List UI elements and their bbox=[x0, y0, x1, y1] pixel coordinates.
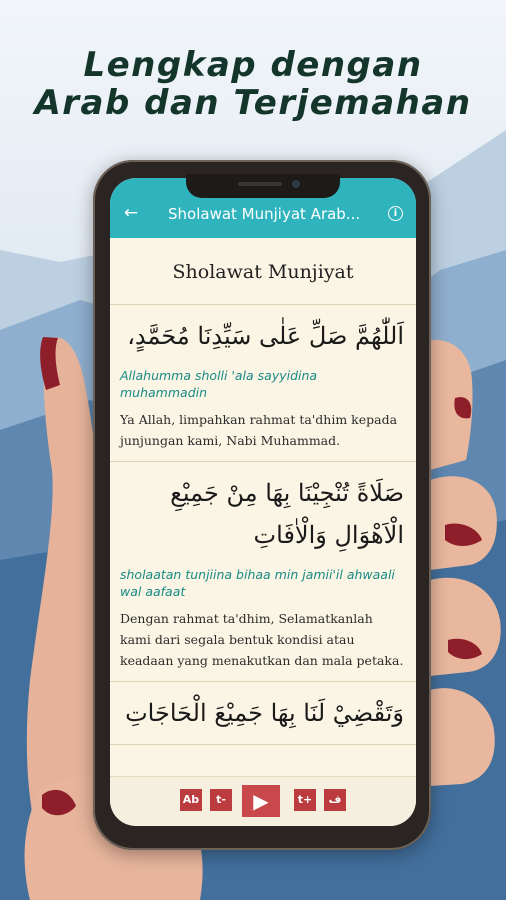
verse-arabic: صَلَاةً تُنْجِيْنَا بِهَا مِنْ جَمِيْعِ الْاَهْوَالِ وَالْاٰفَاتِ bbox=[170, 479, 404, 549]
verse-arabic: وَتَقْضِيْ لَنَا بِهَا جَمِيْعَ الْحَاجَاتِ bbox=[125, 699, 404, 727]
text-bigger-button[interactable]: t+ bbox=[294, 789, 316, 811]
bottom-toolbar bbox=[110, 776, 416, 826]
app-title: Sholawat Munjiyat Arab... bbox=[168, 205, 361, 223]
back-arrow-icon[interactable]: ← bbox=[123, 203, 139, 223]
phone-screen bbox=[110, 178, 416, 826]
info-icon[interactable]: i bbox=[388, 206, 403, 221]
play-button[interactable]: ▶ bbox=[242, 785, 280, 817]
front-camera bbox=[292, 180, 300, 188]
verse-list[interactable] bbox=[110, 238, 416, 776]
verse-item[interactable] bbox=[110, 682, 416, 745]
arabic-toggle-button[interactable]: ف bbox=[324, 789, 346, 811]
page-title: Sholawat Munjiyat bbox=[110, 238, 416, 305]
verse-item[interactable] bbox=[110, 305, 416, 462]
verse-arabic: اَللّٰهُمَّ صَلِّ عَلٰى سَيِّدِنَا مُحَمَّدٍ، bbox=[127, 322, 404, 350]
headline-line-2: Arab dan Terjemahan bbox=[34, 83, 472, 123]
verse-latin: sholaatan tunjiina bihaa min jamii'il ahwaali wal aafaat bbox=[120, 567, 395, 599]
font-style-button[interactable]: Ab bbox=[180, 789, 202, 811]
text-smaller-button[interactable]: t- bbox=[210, 789, 232, 811]
verse-translation: Dengan rahmat ta'dhim, Selamatkanlah kami dari segala bentuk kondisi atau keadaan yang menakutkan dan mala petaka. bbox=[120, 611, 404, 668]
verse-item[interactable] bbox=[110, 462, 416, 682]
phone-notch bbox=[186, 174, 340, 198]
speaker-grille bbox=[238, 182, 282, 186]
verse-translation: Ya Allah, limpahkan rahmat ta'dhim kepada junjungan kami, Nabi Muhammad. bbox=[120, 412, 398, 448]
verse-latin: Allahumma sholli 'ala sayyidina muhammadin bbox=[120, 368, 318, 400]
headline-line-1: Lengkap dengan bbox=[83, 45, 423, 85]
